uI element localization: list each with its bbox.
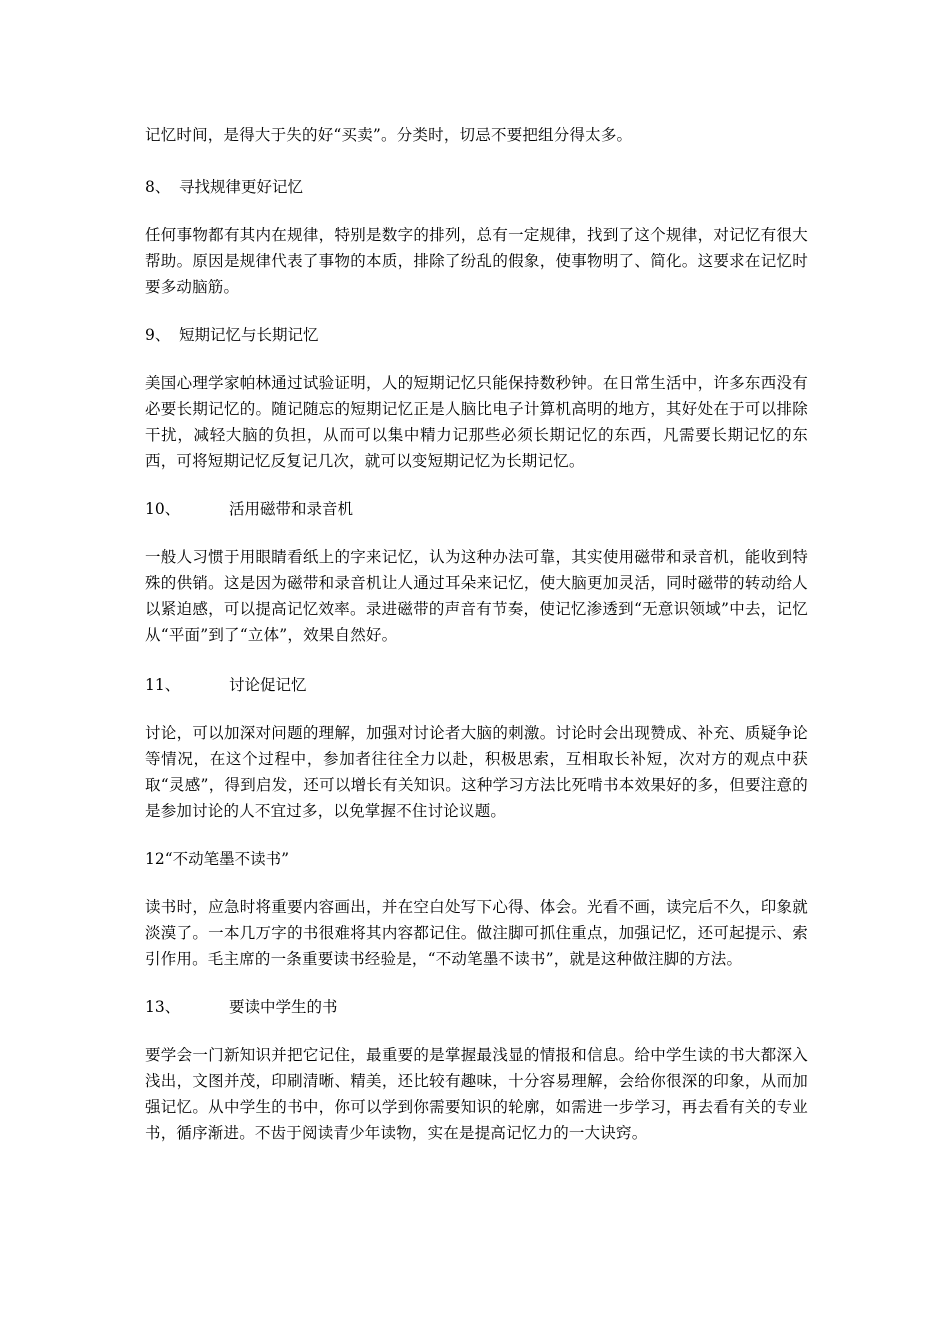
section-body-11: 讨论，可以加深对问题的理解，加强对讨论者大脑的刺激。讨论时会出现赞成、补充、质疑争论等情况，在这个过程中，参加者往往全力以赴，积极思索，互相取长补短，次对方的观点中获取“灵感”，得到启发，还可以增长有关知识。这种学习方法比死啃书本效果好的多，但要注意的是参加讨论的人不宜过多，以免掌握不住讨论议题。 — [145, 724, 808, 820]
section-title: 要读中学生的书 — [229, 998, 338, 1016]
section-number: 13、 — [145, 998, 181, 1016]
section-heading-10 — [145, 496, 353, 522]
section-heading-8 — [145, 174, 303, 200]
section-body-9: 美国心理学家帕林通过试验证明，人的短期记忆只能保持数秒钟。在日常生活中，许多东西没有必要长期记忆的。随记随忘的短期记忆正是人脑比电子计算机高明的地方，其好处在于可以排除干扰，减轻大脑的负担，从而可以集中精力记那些必须长期记忆的东西，凡需要长期记忆的东西，可将短期记忆反复记几次，就可以变短期记忆为长期记忆。 — [145, 374, 808, 470]
section-title: 讨论促记忆 — [229, 676, 307, 694]
section-body-10: 一般人习惯于用眼睛看纸上的字来记忆，认为这种办法可靠，其实使用磁带和录音机，能收到特殊的供销。这是因为磁带和录音机让人通过耳朵来记忆，使大脑更加灵活，同时磁带的转动给人以紧迫感，可以提高记忆效率。录进磁带的声音有节奏，使记忆渗透到“无意识领域”中去，记忆从“平面”到了“立体”，效果自然好。 — [145, 548, 808, 644]
section-heading-13 — [145, 994, 338, 1020]
section-body-12: 读书时，应急时将重要内容画出，并在空白处写下心得、体会。光看不画，读完后不久，印象就淡漠了。一本几万字的书很难将其内容都记住。做注脚可抓住重点，加强记忆，还可起提示、索引作用。毛主席的一条重要读书经验是，“不动笔墨不读书”，就是这种做注脚的方法。 — [145, 898, 808, 968]
section-title: 活用磁带和录音机 — [229, 500, 354, 518]
section-body-13: 要学会一门新知识并把它记住，最重要的是掌握最浅显的情报和信息。给中学生读的书大都深入浅出，文图并茂，印刷清晰、精美，还比较有趣味，十分容易理解，会给你很深的印象，从而加强记忆。从中学生的书中，你可以学到你需要知识的轮廓，如需进一步学习，再去看有关的专业书，循序渐进。不齿于阅读青少年读物，实在是提高记忆力的一大诀窍。 — [145, 1046, 808, 1142]
section-number: 9、 — [145, 326, 171, 344]
section-heading-9 — [145, 322, 319, 348]
section-number: 10、 — [145, 500, 181, 518]
section-number: 12 — [145, 850, 165, 868]
intro-paragraph: 记忆时间，是得大于失的好“买卖”。分类时，切忌不要把组分得太多。 — [145, 126, 633, 144]
section-number: 8、 — [145, 178, 171, 196]
section-body-8: 任何事物都有其内在规律，特别是数字的排列，总有一定规律，找到了这个规律，对记忆有很大帮助。原因是规律代表了事物的本质，排除了纷乱的假象，使事物明了、简化。这要求在记忆时要多动脑筋。 — [145, 226, 808, 296]
section-heading-12 — [145, 846, 289, 872]
section-title: 短期记忆与长期记忆 — [179, 326, 319, 344]
section-number: 11、 — [145, 676, 181, 694]
section-title: 寻找规律更好记忆 — [179, 178, 304, 196]
section-heading-11 — [145, 672, 307, 698]
section-title: “不动笔墨不读书” — [164, 850, 290, 868]
